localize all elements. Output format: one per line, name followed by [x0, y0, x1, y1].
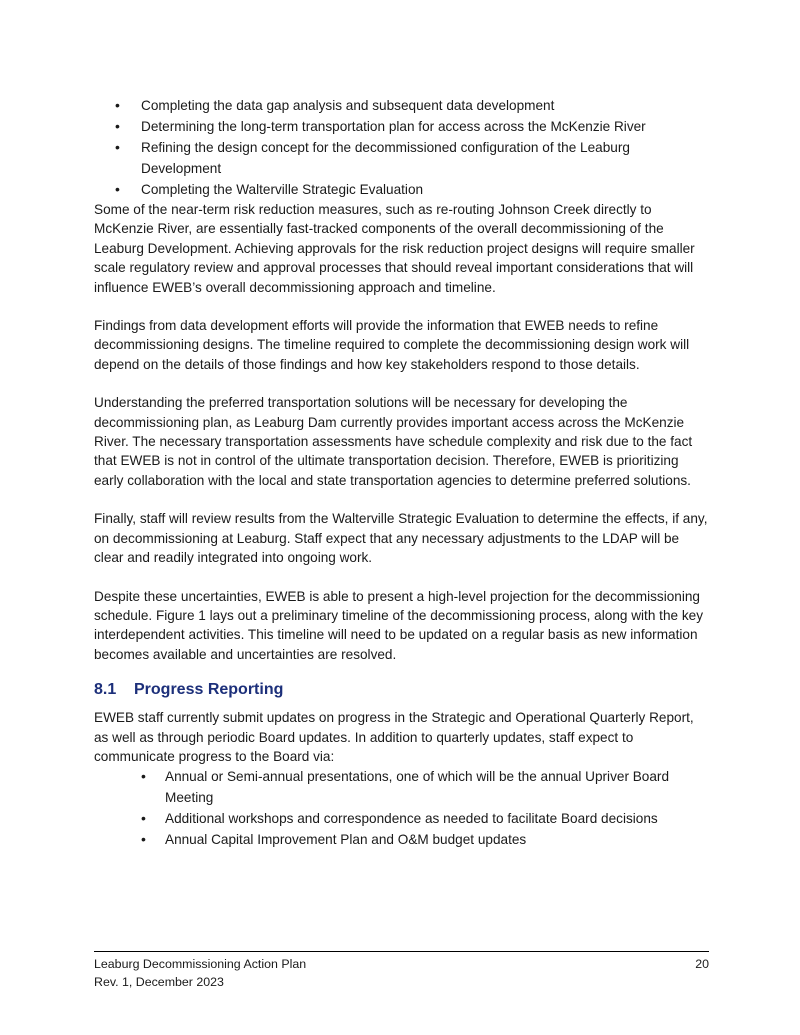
paragraph-risk-reduction: Some of the near-term risk reduction measures, such as re-routing Johnson Creek directly to McKenzie River, are essentially fast-tracked components of the overall decommissioning of the Leaburg Development. Achieving approvals for the risk reduction project designs will require smaller scale regulatory review and approval processes that should reveal important considerations that will influence EWEB’s overall decommissioning approach and timeline. [94, 202, 695, 295]
section-bullet-list [94, 766, 710, 850]
top-bullet-list [94, 95, 710, 200]
paragraph-data-development: Findings from data development efforts will provide the information that EWEB needs to refine decommissioning designs. The timeline required to complete the decommissioning design work will depend on the details of those findings and how key stakeholders respond to those details. [94, 318, 690, 372]
list-item: • Annual Capital Improvement Plan and O&M budget updates [94, 829, 710, 850]
section-heading [94, 680, 710, 700]
page-footer [94, 951, 709, 991]
footer-revision: Rev. 1, December 2023 [94, 975, 224, 989]
list-item: • Annual or Semi-annual presentations, one of which will be the annual Upriver Board Meeting [94, 766, 710, 808]
paragraph-walterville: Finally, staff will review results from the Walterville Strategic Evaluation to determine the effects, if any, on decommissioning at Leaburg. Staff expect that any necessary adjustments to the LDAP will be clear and readily integrated into ongoing work. [94, 511, 708, 566]
section-intro-paragraph: EWEB staff currently submit updates on progress in the Strategic and Operational Quarterly Report, as well as through periodic Board updates. In addition to quarterly updates, staff expect to communicate progress to the Board via: [94, 710, 694, 764]
list-item: • Determining the long-term transportation plan for access across the McKenzie River [94, 116, 710, 137]
section-title: Progress Reporting [134, 681, 284, 699]
list-item: • Refining the design concept for the decommissioned configuration of the Leaburg Development [94, 137, 710, 179]
paragraph-uncertainties: Despite these uncertainties, EWEB is able to present a high-level projection for the decommissioning schedule. Figure 1 lays out a preliminary timeline of the decommissioning process, along with the key interdependent activities. This timeline will need to be updated on a regular basis as new information becomes available and uncertainties are resolved. [94, 588, 703, 662]
list-item: • Completing the Walterville Strategic Evaluation [94, 179, 710, 200]
list-item: • Additional workshops and correspondence as needed to facilitate Board decisions [94, 808, 710, 829]
paragraph-transportation: Understanding the preferred transportation solutions will be necessary for developing the decommissioning plan, as Leaburg Dam currently provides important access across the McKenzie River. The necessary transportation assessments have schedule complexity and risk due to the fact that EWEB is not in control of the ultimate transportation decision. Therefore, EWEB is prioritizing early collaboration with the local and state transportation agencies to determine preferred solutions. [94, 395, 693, 488]
section-number: 8.1 [94, 681, 117, 699]
footer-document-title: Leaburg Decommissioning Action Plan [94, 957, 307, 971]
page-body [94, 95, 710, 850]
footer-page-number: 20 [695, 957, 709, 971]
list-item: • Completing the data gap analysis and subsequent data development [94, 95, 710, 116]
